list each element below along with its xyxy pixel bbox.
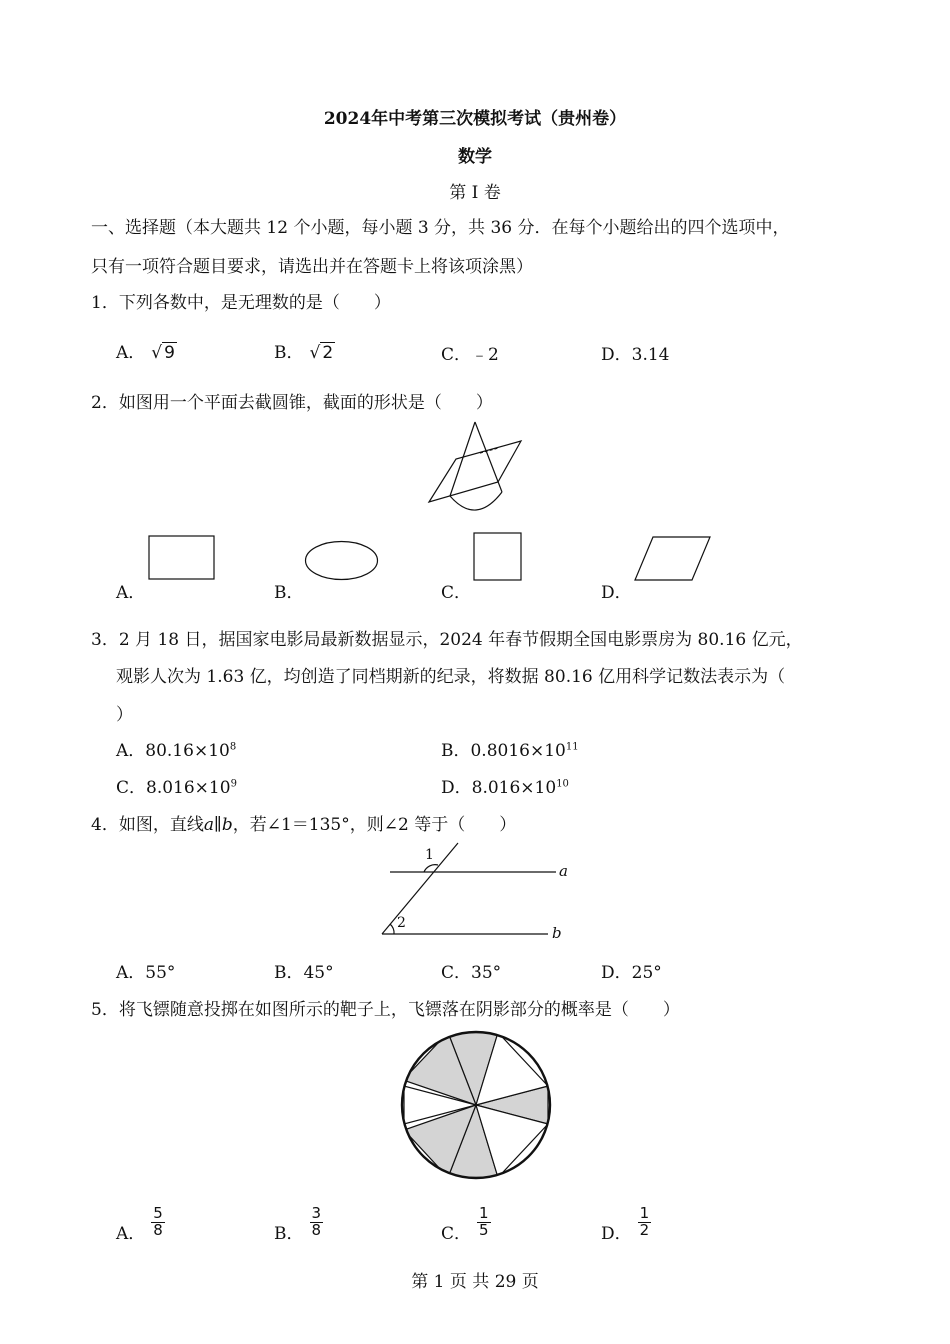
q5-option-d (601, 1204, 651, 1251)
q3-stem-line1: 3．2 月 18 日，据国家电影局最新数据显示，2024 年春节假期全国电影票房为 80.16 亿元， (91, 630, 803, 650)
parallel-symbol: ∥ (213, 815, 222, 835)
section-instruction-line2: 只有一项符合题目要求，请选出并在答题卡上将该项涂黑） (91, 257, 533, 277)
volume-title: 第 I 卷 (449, 183, 501, 203)
q1-option-b (274, 338, 335, 363)
rectangle-shape (148, 535, 216, 581)
q5-option-b (274, 1204, 323, 1251)
q5-option-a-label: A． (116, 1223, 146, 1244)
q2-option-b-label: B． (274, 583, 304, 603)
q4-option-c: C．35° (441, 963, 502, 983)
q3-option-b-exponent: 11 (565, 741, 579, 753)
q2-option-d-label: D． (601, 583, 632, 603)
denominator: 8 (311, 1220, 322, 1239)
q3-option-c-base: C．8.016×10 (116, 778, 231, 798)
radicand: 2 (322, 343, 334, 363)
denominator: 5 (479, 1220, 489, 1239)
numerator: 1 (479, 1204, 489, 1222)
q1-option-a (116, 338, 177, 363)
ellipse-shape (304, 540, 380, 582)
q3-option-b (441, 736, 579, 761)
radicand: 9 (164, 343, 175, 363)
line-a-label: a (559, 862, 568, 880)
parallel-lines-figure (380, 842, 570, 942)
q4-option-a: A．55° (116, 963, 176, 983)
q3-stem-line2: 观影人次为 1.63 亿，均创造了同档期新的纪录，将数据 80.16 亿用科学记数法表示为（ (116, 667, 786, 687)
q3-option-d-base: D．8.016×10 (441, 778, 557, 798)
sqrt-expression: √ 2 (309, 343, 334, 363)
fraction (477, 1206, 491, 1239)
parallelogram-shape (634, 536, 712, 582)
q4-option-b: B．45° (274, 963, 334, 983)
q3-option-c-exponent: 9 (230, 778, 237, 790)
section-instruction-line1: 一、选择题（本大题共 12 个小题，每小题 3 分，共 36 分．在每个小题给出的四个选项中， (91, 218, 790, 238)
q3-stem-line3: ） (116, 705, 133, 725)
q5-option-a (116, 1204, 165, 1251)
sqrt-expression: √ 9 (151, 343, 175, 363)
q4-stem-pre: 4．如图，直线 (91, 815, 204, 835)
q1-option-c: C．﹣2 (441, 345, 499, 365)
fraction (638, 1206, 652, 1239)
cone-section-figure (420, 418, 530, 518)
dartboard-figure (400, 1030, 552, 1180)
q3-option-c (116, 773, 237, 798)
q5-option-c (441, 1204, 491, 1251)
q3-option-a-exponent: 8 (229, 741, 237, 753)
line-b-label: b (552, 924, 562, 942)
q2-option-c-label: C． (441, 583, 472, 603)
square-shape (473, 532, 523, 582)
angle-1-label: 1 (425, 847, 434, 863)
page-number: 第 1 页 共 29 页 (411, 1272, 539, 1292)
q3-option-b-base: B．0.8016×10 (441, 741, 566, 761)
q4-var-a: a (203, 815, 214, 835)
angle-2-label: 2 (397, 915, 406, 931)
q5-option-d-label: D． (601, 1223, 632, 1244)
q2-option-a-label: A． (116, 583, 146, 603)
q4-option-d: D．25° (601, 963, 662, 983)
q5-option-b-label: B． (274, 1223, 304, 1244)
q4-var-b: b (221, 815, 233, 835)
denominator: 2 (639, 1220, 650, 1239)
q3-option-a (116, 736, 236, 761)
q3-option-d-exponent: 10 (556, 778, 569, 790)
fraction (151, 1206, 165, 1239)
q4-stem (91, 810, 516, 835)
subject-title: 数学 (458, 147, 492, 167)
q1-option-a-label: A． (116, 343, 146, 363)
numerator: 3 (311, 1204, 322, 1222)
q2-stem: 2．如图用一个平面去截圆锥，截面的形状是（ ） (91, 393, 493, 413)
fraction (310, 1206, 324, 1239)
q5-option-c-label: C． (441, 1223, 472, 1244)
q1-option-d: D．3.14 (601, 345, 670, 365)
numerator: 1 (639, 1204, 650, 1222)
q1-option-b-label: B． (274, 343, 304, 363)
numerator: 5 (153, 1204, 163, 1222)
denominator: 8 (153, 1220, 163, 1239)
q3-option-a-base: A．80.16×10 (116, 741, 230, 761)
q1-stem: 1．下列各数中，是无理数的是（ ） (91, 293, 391, 313)
q5-stem: 5．将飞镖随意投掷在如图所示的靶子上，飞镖落在阴影部分的概率是（ ） (91, 1000, 680, 1020)
q3-option-d (441, 773, 569, 798)
exam-title: 2024年中考第三次模拟考试（贵州卷） (323, 109, 627, 129)
q4-stem-post: ，若∠1＝135°，则∠2 等于（ ） (232, 815, 517, 835)
